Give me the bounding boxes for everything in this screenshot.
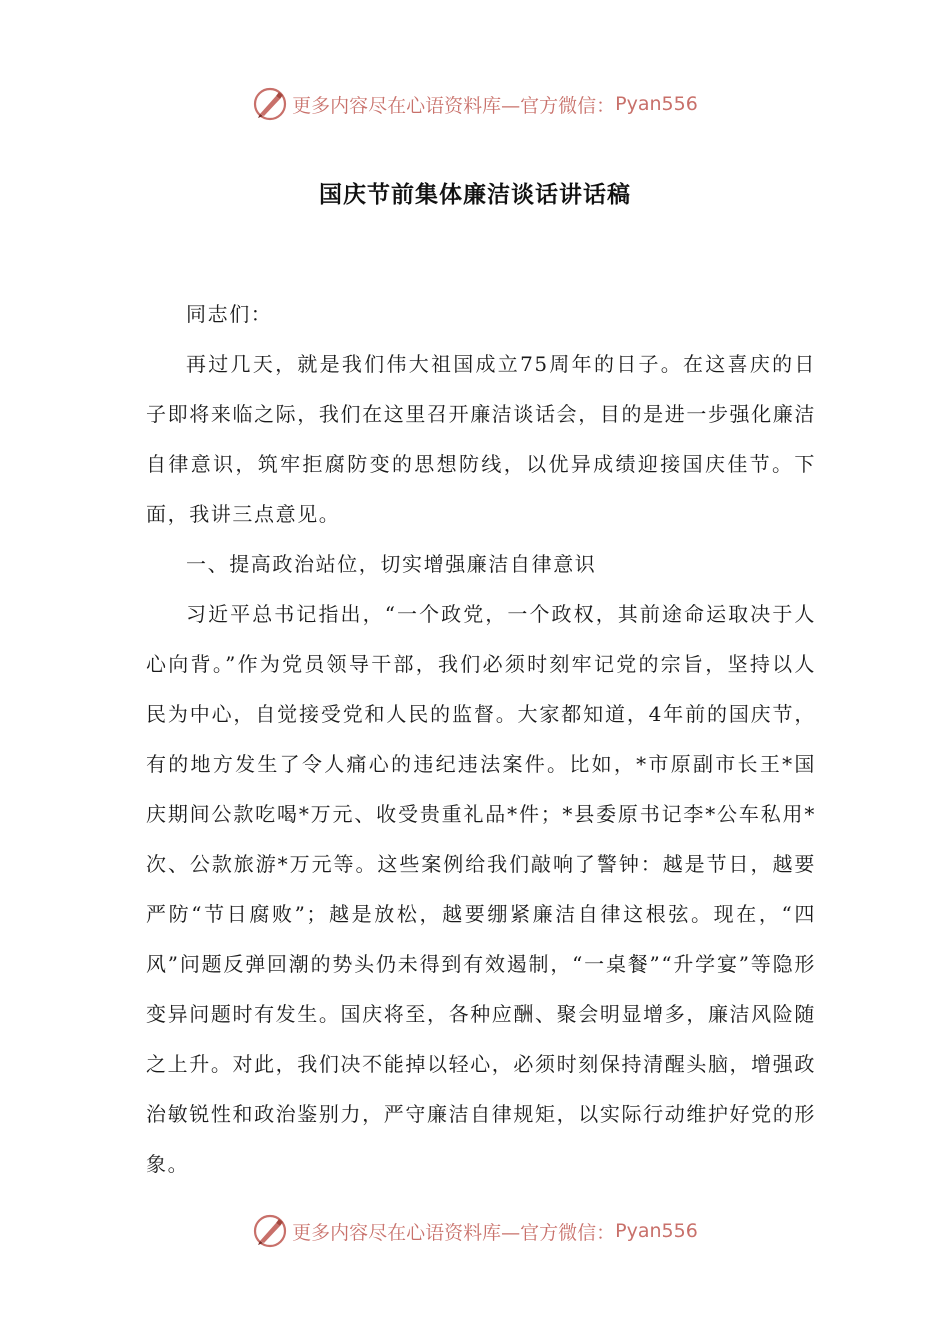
wechat-id: Pyan556 — [615, 1220, 698, 1242]
section-heading: 一、提高政治站位，切实增强廉洁自律意识 — [186, 552, 597, 576]
paragraph: 习近平总书记指出，“一个政党，一个政权，其前途命运取决于人心向背。”作为党员领导干部，我们必须时刻牢记党的宗旨，坚持以人民为中心，自觉接受党和人民的监督。大家都知道，4年前的国庆节，有的地方发生了令人痛心的违纪违法案件。比如，*市原副市长王*国庆期间公款吃喝*万元、收受贵重礼品*件；*县委原书记李*公车私用*次、公款旅游*万元等。这些案例给我们敲响了警钟：越是节日，越要严防“节日腐败”；越是放松，越要绷紧廉洁自律这根弦。现在，“四风”问题反弹回潮的势头仍未得到有效遏制，“一桌餐”“升学宴”等隐形变异问题时有发生。国庆将至，各种应酬、聚会明显增多，廉洁风险随之上升。对此，我们决不能掉以轻心，必须时刻保持清醒头脑，增强政治敏锐性和政治鉴别力，严守廉洁自律规矩，以实际行动维护好党的形象。 — [146, 602, 816, 1176]
wechat-id: Pyan556 — [615, 93, 698, 115]
paragraph: 再过几天，就是我们伟大祖国成立75周年的日子。在这喜庆的日子即将来临之际，我们在这里召开廉洁谈话会，目的是进一步强化廉洁自律意识，筑牢拒腐防变的思想防线，以优异成绩迎接国庆佳节。下面，我讲三点意见。 — [146, 352, 816, 526]
watermark-banner-top — [0, 84, 950, 124]
pen-logo-icon — [252, 1213, 288, 1249]
watermark-text: 更多内容尽在心语资料库—官方微信： — [292, 1221, 616, 1244]
document-body — [146, 289, 816, 1189]
salutation: 同志们： — [186, 302, 273, 326]
pen-logo-icon — [252, 86, 288, 122]
watermark-banner-bottom — [0, 1211, 950, 1251]
watermark-text: 更多内容尽在心语资料库—官方微信： — [292, 94, 616, 117]
document-title: 国庆节前集体廉洁谈话讲话稿 — [319, 182, 631, 208]
